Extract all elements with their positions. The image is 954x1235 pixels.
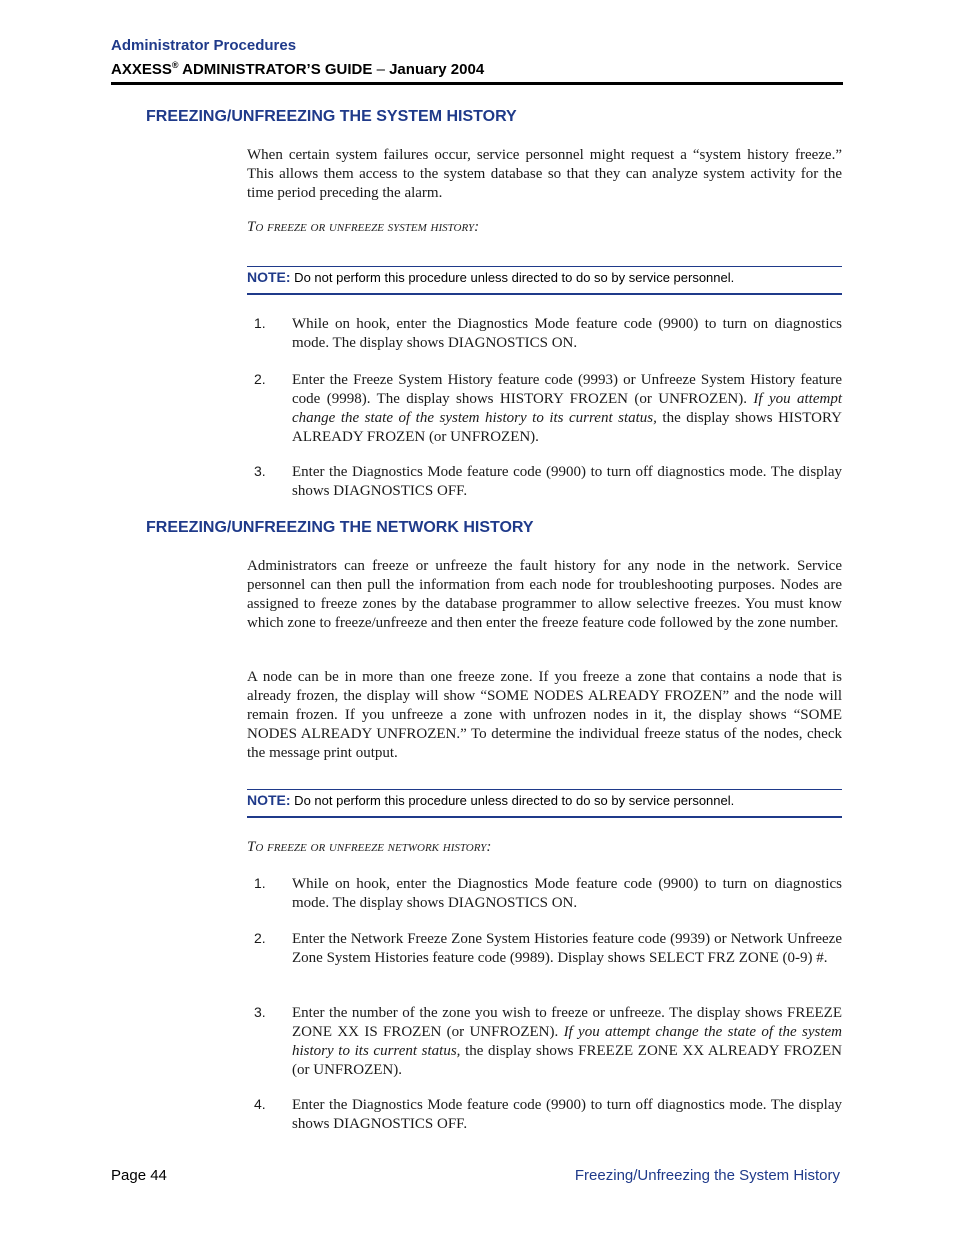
footer-section-title: Freezing/Unfreezing the System History — [574, 1167, 840, 1184]
guide-date: January 2004 — [389, 61, 485, 78]
note-box-network — [247, 789, 842, 818]
section-title-network-history: FREEZING/UNFREEZING THE NETWORK HISTORY — [146, 519, 534, 536]
step-text: While on hook, enter the Diagnostics Mode feature code (9900) to turn on diagnostics mode. The display shows DIAGNOSTICS ON. — [292, 316, 842, 351]
step-text: Enter the Diagnostics Mode feature code (9900) to turn off diagnostics mode. The display shows DIAGNOSTICS OFF. — [292, 1097, 842, 1132]
running-header-section: Administrator Procedures — [111, 37, 297, 54]
step-number: 4. — [254, 1096, 266, 1112]
step-text-italic: If you attempt change the state of the system history to its current status, — [292, 391, 842, 426]
note-label: NOTE: — [247, 269, 291, 285]
note-text: Do not perform this procedure unless directed to do so by service personnel. — [290, 270, 735, 285]
step-number: 1. — [254, 875, 266, 891]
system-history-intro: When certain system failures occur, service personnel might request a “system history freeze.” This allows them access to the system database so that they can analyze system activity for the time period preceding the alarm. — [247, 147, 842, 201]
footer-page-number: Page 44 — [111, 1167, 167, 1184]
guide-dash: – — [372, 61, 390, 78]
step-text-part: the display shows HISTORY ALREADY FROZEN (or UNFROZEN). — [292, 410, 842, 445]
step-number: 1. — [254, 315, 266, 331]
step-text — [292, 1004, 842, 1080]
procedure-title-network: To freeze or unfreeze network history: — [247, 839, 492, 855]
step-text-part: Enter the Freeze System History feature code (9993) or Unfreeze System History feature code (9998). The display shows HISTORY FROZEN (or UNFROZEN). — [292, 372, 842, 407]
step-text-part: the display shows FREEZE ZONE XX ALREADY FROZEN (or UNFROZEN). — [292, 1043, 842, 1078]
step-number: 2. — [254, 930, 266, 946]
running-header-guide — [111, 60, 484, 78]
step-number: 3. — [254, 1004, 266, 1020]
guide-brand: AXXESS — [111, 61, 172, 78]
procedure-title-system: To freeze or unfreeze system history: — [247, 219, 480, 235]
guide-title: ADMINISTRATOR’S GUIDE — [178, 61, 373, 78]
step-number: 3. — [254, 463, 266, 479]
step-number: 2. — [254, 371, 266, 387]
step-text-part: Enter the number of the zone you wish to freeze or unfreeze. The display shows FREEZE ZONE XX IS FROZEN (or UNFROZEN). — [292, 1005, 842, 1040]
network-history-para-1: Administrators can freeze or unfreeze the fault history for any node in the network. Service personnel can then pull the information from each node for troubleshooting purposes. Nodes are assigned to freeze zones by the database programmer to allow selective freezes. You must know which zone to freeze/unfreeze and then enter the freeze feature code followed by the zone number. — [247, 558, 842, 631]
section-title-system-history: FREEZING/UNFREEZING THE SYSTEM HISTORY — [146, 108, 517, 125]
network-history-para-2: A node can be in more than one freeze zone. If you freeze a zone that contains a node that is already frozen, the display will show “SOME NODES ALREADY FROZEN” and the node will remain frozen. If you unfreeze a zone with unfrozen nodes in it, the display shows “SOME NODES ALREADY UNFROZEN.” To determine the individual freeze status of the nodes, check the message print output. — [247, 669, 842, 761]
note-text: Do not perform this procedure unless directed to do so by service personnel. — [290, 793, 735, 808]
note-label: NOTE: — [247, 792, 291, 808]
header-rule — [111, 82, 843, 85]
note-box-system — [247, 266, 842, 295]
registered-mark: ® — [171, 60, 179, 70]
step-text: Enter the Network Freeze Zone System Histories feature code (9939) or Network Unfreeze Zone System Histories feature code (9989). Display shows SELECT FRZ ZONE (0-9) #. — [292, 931, 842, 966]
step-text: Enter the Diagnostics Mode feature code (9900) to turn off diagnostics mode. The display shows DIAGNOSTICS OFF. — [292, 464, 842, 499]
step-text-italic: If you attempt change the state of the system history to its current status, — [292, 1024, 842, 1059]
step-text: While on hook, enter the Diagnostics Mode feature code (9900) to turn on diagnostics mode. The display shows DIAGNOSTICS ON. — [292, 876, 842, 911]
step-text — [292, 371, 842, 447]
